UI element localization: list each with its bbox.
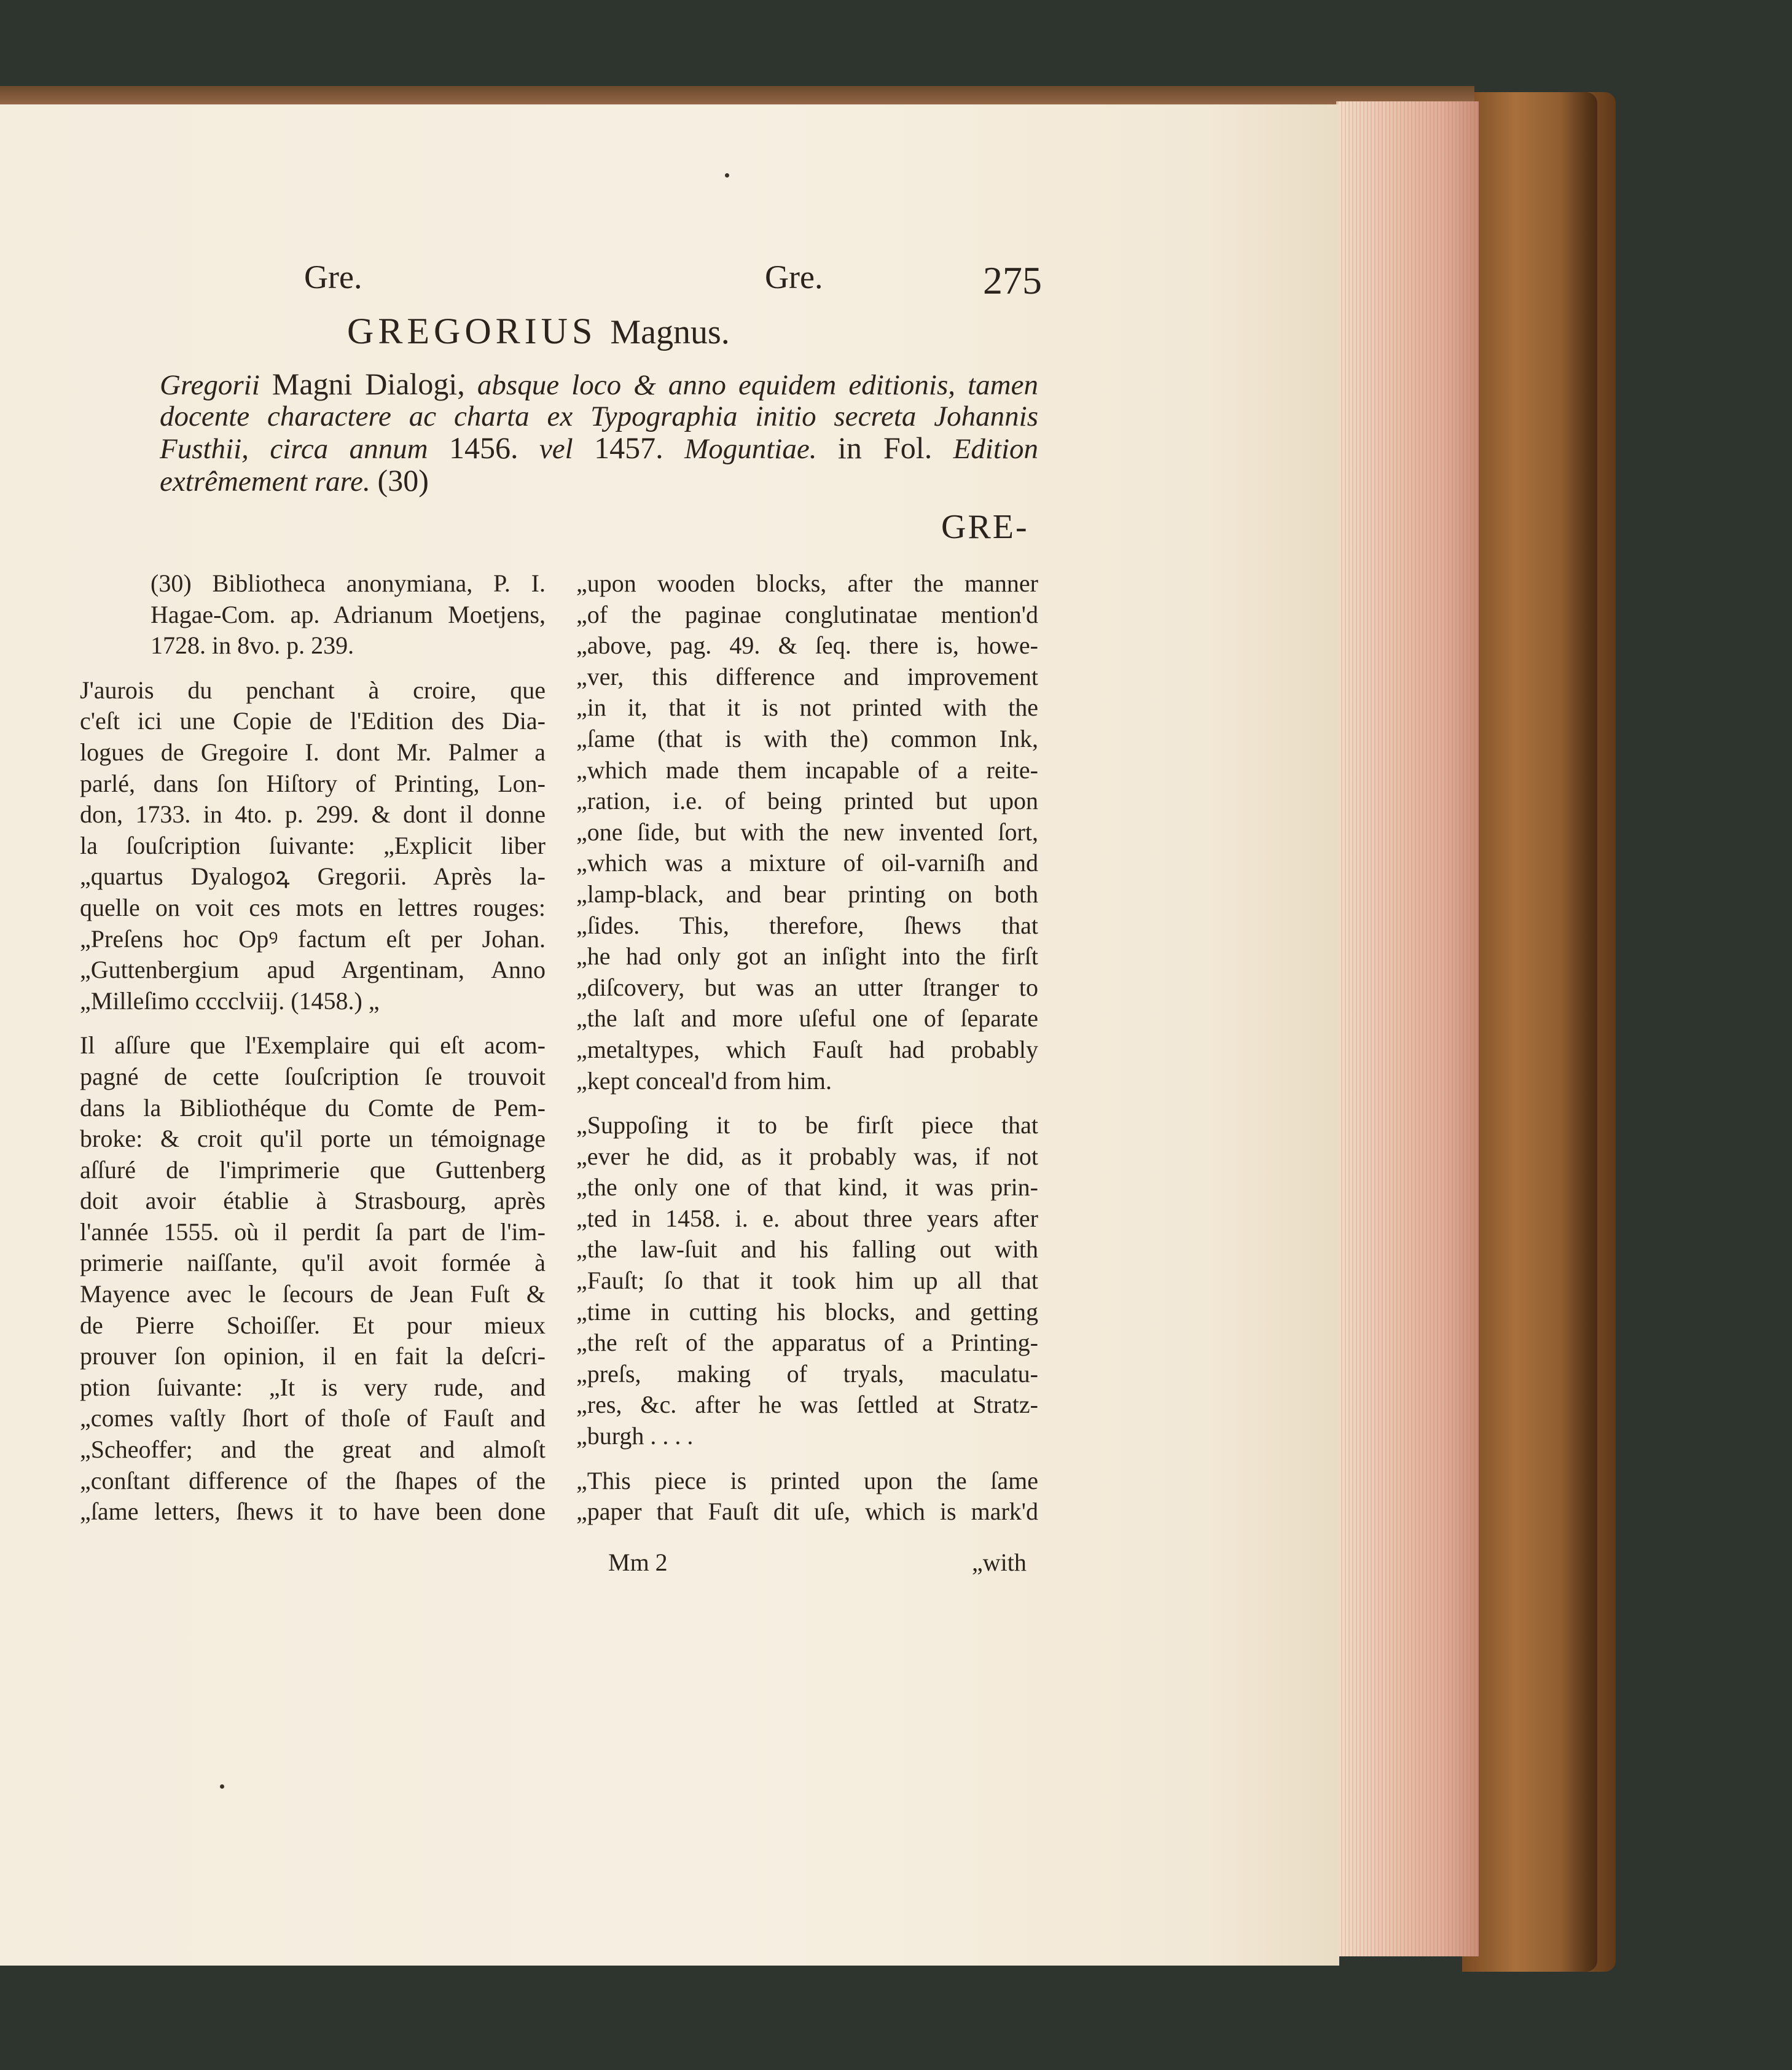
text-line: „ver, this difference and improvement xyxy=(576,662,1038,690)
text-line: „time in cutting his blocks, and getting xyxy=(576,1297,1038,1326)
left-paragraph-2 xyxy=(80,1030,546,1528)
text-line: „which made them incapable of a reite- xyxy=(576,756,1038,784)
text-line: „in it, that it is not printed with the xyxy=(576,693,1038,722)
text-line: Mayence avec le ſecours de Jean Fuſt & xyxy=(80,1280,546,1308)
right-paragraph-3 xyxy=(576,1466,1038,1528)
desc-vel: vel xyxy=(539,433,573,465)
text-line: dans la Bibliothéque du Comte de Pem- xyxy=(80,1093,546,1122)
text-line: „one ſide, but with the new invented ſort, xyxy=(576,818,1038,846)
ink-speck xyxy=(220,1784,224,1789)
text-line: „metaltypes, which Fauſt had probably xyxy=(576,1035,1038,1063)
text-line: de Pierre Schoiſſer. Et pour mieux xyxy=(80,1311,546,1339)
text-line: „the law-ſuit and his falling out with xyxy=(576,1235,1038,1263)
text-line: doit avoir établie à Strasbourg, après xyxy=(80,1187,546,1215)
ink-speck xyxy=(725,173,729,178)
text-line: „the only one of that kind, it was prin- xyxy=(576,1173,1038,1201)
text-line: aſſuré de l'imprimerie que Guttenberg xyxy=(80,1155,546,1184)
text-line: „diſcovery, but was an utter ſtranger to xyxy=(576,973,1038,1001)
text-line: 1728. in 8vo. p. 239. xyxy=(151,631,354,660)
text-line: „Preſens hoc Opꝰ factum eſt per Johan. xyxy=(80,924,546,953)
right-paragraph-1 xyxy=(576,568,1038,1096)
text-line: c'eſt ici une Copie de l'Edition des Dia- xyxy=(80,707,546,735)
page-number: 275 xyxy=(983,259,1042,302)
text-line: „lamp-black, and bear printing on both xyxy=(576,880,1038,908)
text-line: „above, pag. 49. & ſeq. there is, howe- xyxy=(576,631,1038,660)
text-line: „This piece is printed upon the ſame xyxy=(576,1466,1038,1494)
text-line: Hagae-Com. ap. Adrianum Moetjens, xyxy=(151,600,546,628)
text-line: Il aſſure que l'Exemplaire qui eſt acom- xyxy=(80,1031,546,1060)
page-fore-edge xyxy=(1336,101,1479,1956)
desc-footnote-ref: (30) xyxy=(377,463,429,498)
cover-shadow xyxy=(1560,92,1597,1972)
text-line: primerie naiſſante, qu'il avoit formée à xyxy=(80,1249,546,1277)
desc-year-1: 1456. xyxy=(449,431,518,465)
desc-gregorii: Gregorii xyxy=(160,369,260,401)
text-line: „ſame (that is with the) common Ink, xyxy=(576,724,1038,752)
desc-imprint-note: absque loco & anno equidem editionis, tamen docente charactere ac charta ex Typographia initio secreta Johannis Fusthii, circa annum xyxy=(160,369,1038,465)
text-line: ption ſuivante: „It is very rude, and xyxy=(80,1373,546,1401)
running-head-left: Gre. xyxy=(304,259,362,295)
text-line: „he had only got an inſight into the firſt xyxy=(576,942,1038,971)
text-line: „Milleſimo cccclviij. (1458.) „ xyxy=(80,986,380,1015)
entry-title-sub: Magnus. xyxy=(610,313,730,351)
text-line: „kept conceal'd from him. xyxy=(576,1066,832,1095)
text-line: „burgh . . . . xyxy=(576,1422,694,1450)
text-line: „ration, i.e. of being printed but upon xyxy=(576,787,1038,815)
entry-title-main: GREGORIUS xyxy=(347,311,597,351)
text-line: la ſouſcription ſuivante: „Explicit liber xyxy=(80,831,546,859)
text-line: „res, &c. after he was ſettled at Stratz- xyxy=(576,1391,1038,1419)
text-line: „Suppoſing it to be firſt piece that xyxy=(576,1111,1038,1139)
text-line: „Fauſt; ſo that it took him up all that xyxy=(576,1267,1038,1295)
text-line: broke: & croit qu'il porte un témoignage xyxy=(80,1125,546,1153)
text-line: „quartus Dyalogoꝝ Gregorii. Après la- xyxy=(80,862,546,891)
signature-mark: Mm 2 xyxy=(608,1549,668,1576)
text-line: „Scheoffer; and the great and almoſt xyxy=(80,1435,546,1464)
text-line: „ted in 1458. i. e. about three years after xyxy=(576,1204,1038,1232)
text-line: „comes vaſtly ſhort of thoſe of Fauſt and xyxy=(80,1404,546,1432)
text-line: logues de Gregoire I. dont Mr. Palmer a xyxy=(80,738,546,766)
right-column xyxy=(576,568,1038,1528)
running-head-center: Gre. xyxy=(765,259,823,295)
desc-year-2: 1457. xyxy=(594,431,663,465)
desc-rarity: Edition extrêmement rare. xyxy=(160,433,1039,498)
text-line: quelle on voit ces mots en lettres rouges: xyxy=(80,893,546,921)
text-line: „conſtant difference of the ſhapes of the xyxy=(80,1466,546,1494)
text-line: prouver ſon opinion, il en fait la deſcri- xyxy=(80,1342,546,1370)
text-line: pagné de cette ſouſcription ſe trouvoit xyxy=(80,1062,546,1090)
text-line: l'année 1555. où il perdit ſa part de l'im- xyxy=(80,1217,546,1246)
text-line: „paper that Fauſt dit uſe, which is mark'd xyxy=(576,1498,1038,1526)
text-line: „which was a mixture of oil-varniſh and xyxy=(576,849,1038,877)
footnote-30 xyxy=(80,568,546,662)
text-line: „the laſt and more uſeful one of ſeparate xyxy=(576,1004,1038,1033)
text-line: „the reſt of the apparatus of a Printing- xyxy=(576,1329,1038,1357)
entry-title xyxy=(347,310,730,353)
text-line: „preſs, making of tryals, maculatu- xyxy=(576,1359,1038,1388)
text-line: „ever he did, as it probably was, if not xyxy=(576,1142,1038,1170)
text-line: parlé, dans ſon Hiſtory of Printing, Lon- xyxy=(80,769,546,797)
text-line: „Guttenbergium apud Argentinam, Anno xyxy=(80,956,546,984)
text-line: „ſame letters, ſhews it to have been done xyxy=(80,1498,546,1526)
catchword-bottom: „with xyxy=(972,1549,1027,1576)
text-line: „ſides. This, therefore, ſhews that xyxy=(576,911,1038,939)
text-line: don, 1733. in 4to. p. 299. & dont il donne xyxy=(80,800,546,829)
text-line: „of the paginae conglutinatae mention'd xyxy=(576,600,1038,628)
text-line: (30) Bibliotheca anonymiana, P. I. xyxy=(151,569,546,597)
right-paragraph-2 xyxy=(576,1110,1038,1452)
text-line: „upon wooden blocks, after the manner xyxy=(576,569,1038,597)
text-line: J'aurois du penchant à croire, que xyxy=(80,676,546,704)
entry-description xyxy=(160,369,1038,498)
desc-format: in Fol. xyxy=(837,431,933,465)
desc-magni-dialogi: Magni Dialogi, xyxy=(272,367,465,401)
left-paragraph-1 xyxy=(80,675,546,1017)
left-column xyxy=(80,568,546,1528)
catchword-top: GRE- xyxy=(941,508,1029,546)
desc-place: Moguntiae. xyxy=(684,433,817,465)
